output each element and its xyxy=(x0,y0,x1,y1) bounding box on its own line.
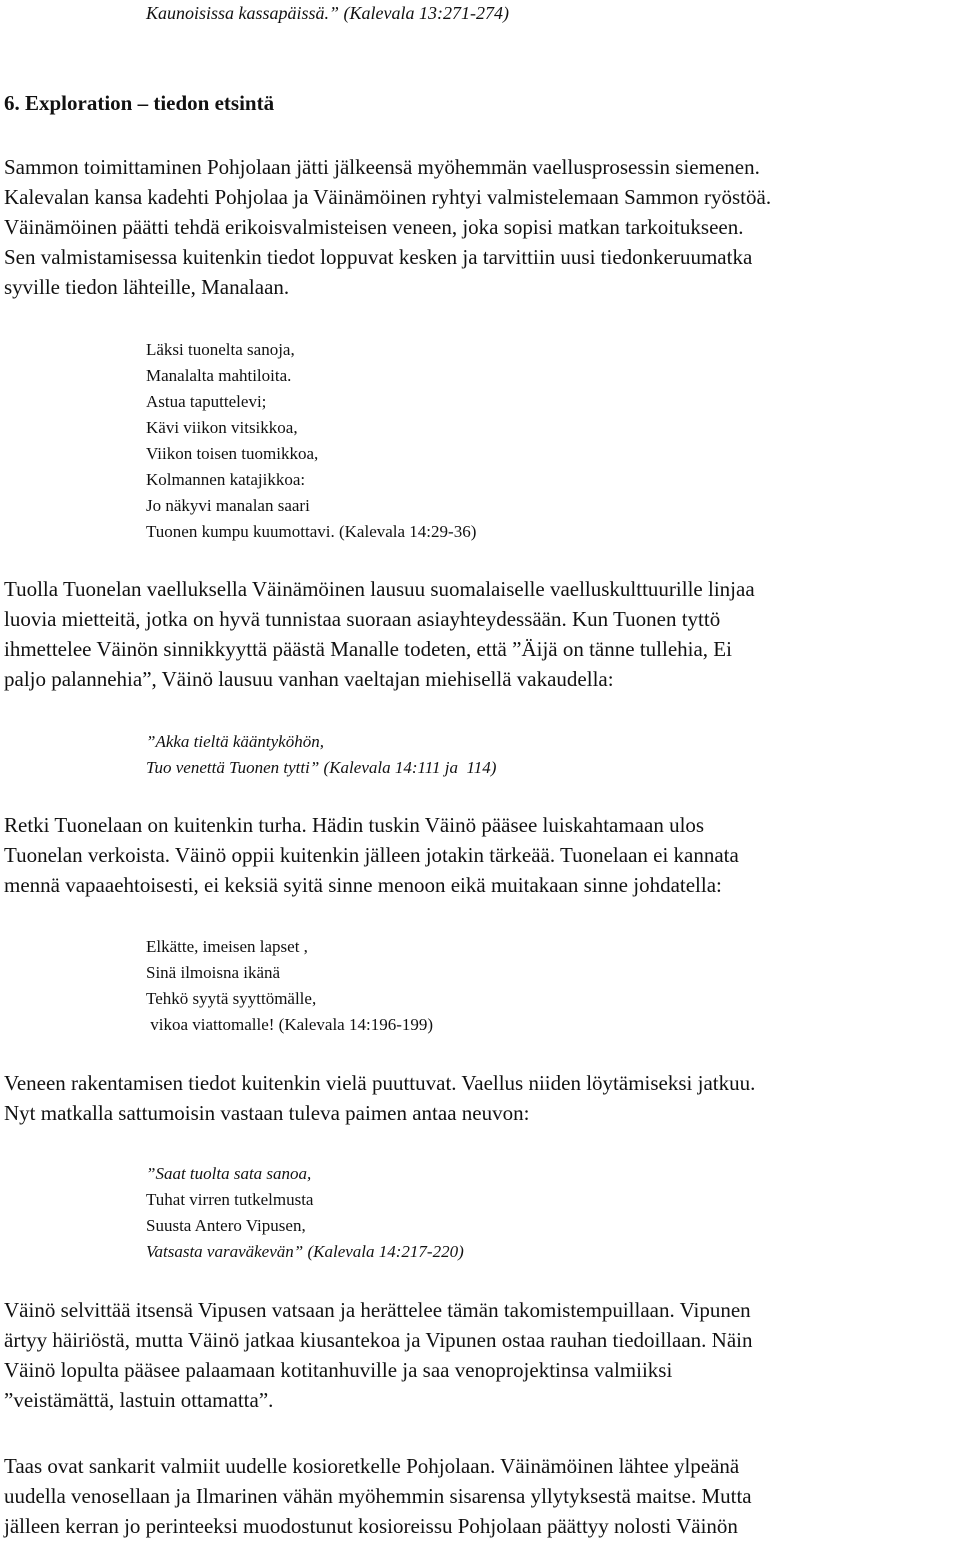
verse-4-line: Vatsasta varaväkevän” (Kalevala 14:217-220) xyxy=(146,1242,464,1261)
paragraph-6-line: jälleen kerran jo perinteeksi muodostunut kosioreissu Pohjolaan päättyy nolosti Väinön xyxy=(4,1514,738,1538)
verse-3-line: vikoa viattomalle! (Kalevala 14:196-199) xyxy=(146,1015,434,1034)
verse-3-line: Sinä ilmoisna ikänä xyxy=(146,963,281,982)
verse-1-line: Tuonen kumpu kuumottavi. (Kalevala 14:29-36) xyxy=(146,522,477,541)
paragraph-5-line: ärtyy häiriöstä, mutta Väinö jatkaa kiusantekoa ja Vipunen ostaa rauhan tiedoillaan. Näin xyxy=(4,1328,753,1352)
paragraph-2-line: Tuolla Tuonelan vaelluksella Väinämöinen lausuu suomalaiselle vaelluskulttuurille linjaa xyxy=(4,577,755,601)
verse-1-line: Manalalta mahtiloita. xyxy=(146,366,292,385)
paragraph-2-line: luovia mietteitä, jotka on hyvä tunnistaa suoraan asiayhteydessään. Kun Tuonen tyttö xyxy=(4,607,721,631)
paragraph-4-line: Veneen rakentamisen tiedot kuitenkin vielä puuttuvat. Vaellus niiden löytämiseksi jatkuu. xyxy=(4,1071,756,1095)
paragraph-6-line: uudella venosellaan ja Ilmarinen vähän myöhemmin sisarensa yllytyksestä maitse. Mutta xyxy=(4,1484,752,1508)
paragraph-3-line: Retki Tuonelaan on kuitenkin turha. Hädin tuskin Väinö pääsee luiskahtamaan ulos xyxy=(4,813,705,837)
paragraph-1-line: syville tiedon lähteille, Manalaan. xyxy=(4,275,290,299)
paragraph-1-line: Sammon toimittaminen Pohjolaan jätti jälkeensä myöhemmän vaellusprosessin siemenen. xyxy=(4,155,760,179)
paragraph-2-line: ihmettelee Väinön sinnikkyyttä päästä Manalle todeten, että ”Äijä on tänne tullehia, Ei xyxy=(4,637,732,661)
verse-4-line: ”Saat tuolta sata sanoa, xyxy=(146,1164,312,1183)
verse-1-line: Astua taputtelevi; xyxy=(146,392,267,411)
paragraph-6-line: Taas ovat sankarit valmiit uudelle kosioretkelle Pohjolaan. Väinämöinen lähtee ylpeänä xyxy=(4,1454,740,1478)
paragraph-3-line: mennä vapaaehtoisesti, ei keksiä syitä sinne menoon eikä muitakaan sinne johdatella: xyxy=(4,873,722,897)
paragraph-5-line: ”veistämättä, lastuin ottamatta”. xyxy=(4,1388,274,1412)
paragraph-4-line: Nyt matkalla sattumoisin vastaan tuleva paimen antaa neuvon: xyxy=(4,1101,530,1125)
verse-2-line: ”Akka tieltä kääntyköhön, xyxy=(146,732,324,751)
verse-3-line: Elkätte, imeisen lapset , xyxy=(146,937,308,956)
top-quote-line: Kaunoisissa kassapäissä.” (Kalevala 13:271-274) xyxy=(146,3,510,23)
verse-3-line: Tehkö syytä syyttömälle, xyxy=(146,989,317,1008)
paragraph-5-line: Väinö selvittää itsensä Vipusen vatsaan ja herättelee tämän takomistempuillaan. Vipunen xyxy=(4,1298,751,1322)
verse-1-line: Kolmannen katajikkoa: xyxy=(146,470,306,489)
verse-1-line: Jo näkyvi manalan saari xyxy=(146,496,310,515)
verse-2-line: Tuo venettä Tuonen tytti” (Kalevala 14:111 ja 114) xyxy=(146,758,497,777)
verse-4-line: Tuhat virren tutkelmusta xyxy=(146,1190,314,1209)
paragraph-1-line: Sen valmistamisessa kuitenkin tiedot loppuvat kesken ja tarvittiin uusi tiedonkeruumatka xyxy=(4,245,753,269)
paragraph-5-line: Väinö lopulta pääsee palaamaan kotitanhuville ja saa venoprojektinsa valmiiksi xyxy=(4,1358,673,1382)
verse-1-line: Läksi tuonelta sanoja, xyxy=(146,340,295,359)
paragraph-1-line: Väinämöinen päätti tehdä erikoisvalmisteisen veneen, joka sopisi matkan tarkoitukseen. xyxy=(4,215,744,239)
verse-1-line: Viikon toisen tuomikkoa, xyxy=(146,444,319,463)
verse-1-line: Kävi viikon vitsikkoa, xyxy=(146,418,298,437)
paragraph-2-line: paljo palannehia”, Väinö lausuu vanhan vaeltajan miehisellä vakaudella: xyxy=(4,667,614,691)
section-heading: 6. Exploration – tiedon etsintä xyxy=(4,91,275,115)
verse-4-line: Suusta Antero Vipusen, xyxy=(146,1216,306,1235)
paragraph-1-line: Kalevalan kansa kadehti Pohjolaa ja Väinämöinen ryhtyi valmistelemaan Sammon ryöstöä. xyxy=(4,185,772,209)
paragraph-3-line: Tuonelan verkoista. Väinö oppii kuitenkin jälleen jotakin tärkeää. Tuonelaan ei kannata xyxy=(4,843,739,867)
